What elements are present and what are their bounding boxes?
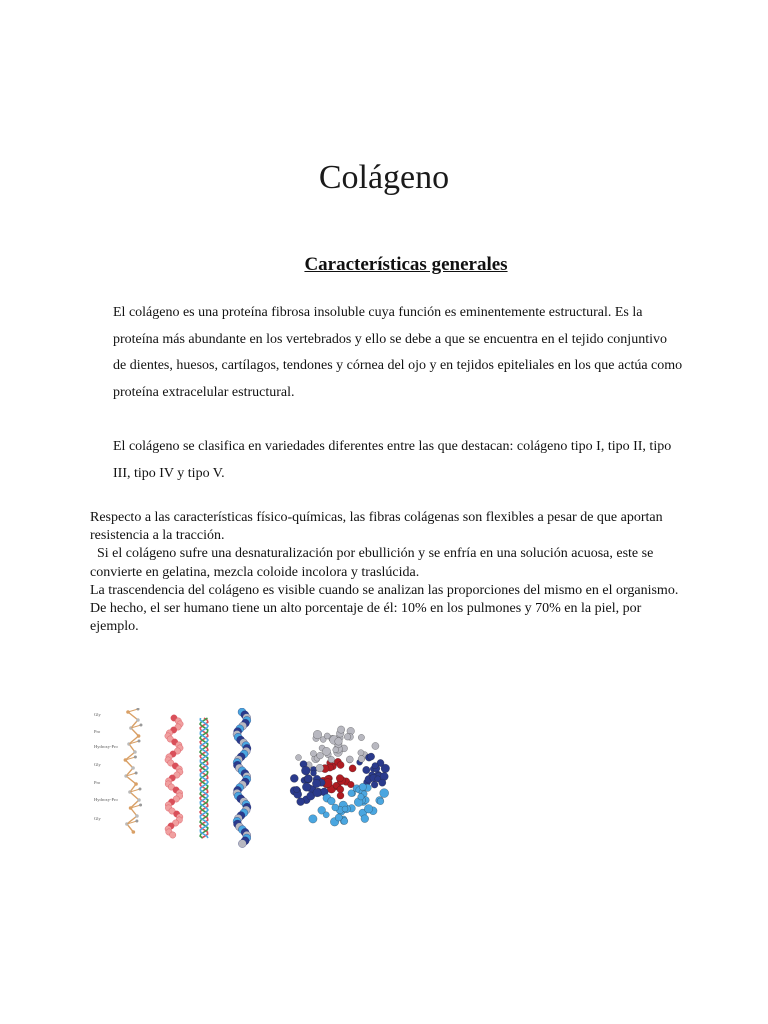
cross-section-atom (358, 734, 364, 740)
text-line-gelatin: Si el colágeno sufre una desnaturalización por ebullición y se enfría en una solución acuosa, este se convierte en gelatina, mezcla coloide incolora y traslúcida. (90, 546, 657, 580)
triple-helix-ribbons (200, 718, 208, 838)
cross-section-atom (337, 726, 344, 733)
side-chain-bond (128, 709, 138, 712)
residue-label: Gly (94, 712, 101, 717)
cross-section-atom (324, 733, 330, 739)
cross-section-atom (335, 738, 343, 746)
cross-section-atom (358, 794, 364, 800)
collagen-structure-figure (90, 708, 400, 854)
cross-section-atom (372, 742, 379, 749)
text-line-proportions: La trascendencia del colágeno es visible cuando se analizan las proporciones del mismo en el organismo. De hecho, el ser humano tiene un alto porcentaje de él: 10% en los pulmones y 70% en la piel, por ejemplo. (90, 582, 679, 635)
cross-section-atom (335, 814, 342, 821)
cross-section-atom (361, 815, 369, 823)
cross-section-atom (302, 783, 311, 792)
cross-section-atom (377, 798, 384, 805)
cross-section-atom (332, 804, 339, 811)
page-title: Colágeno (318, 159, 450, 196)
chain-atom (132, 830, 136, 834)
chain-atom (137, 798, 141, 802)
side-chain-atom (135, 772, 138, 775)
physicochemical-text-block (90, 509, 680, 636)
cross-section-atom (309, 815, 317, 823)
chain-atom (131, 766, 135, 770)
chain-atom (137, 734, 141, 738)
cross-section-atom (349, 765, 356, 772)
cross-section-atom (322, 747, 330, 755)
cross-section-atom (363, 766, 370, 773)
cross-section-atom (304, 775, 312, 783)
cross-section-atom (333, 747, 339, 753)
cross-section-atom (380, 789, 389, 798)
side-chain-atom (138, 788, 141, 791)
triple-helix-spacefill (233, 708, 251, 848)
residue-label: Gly (94, 762, 101, 767)
cross-section-atom (379, 779, 386, 786)
chain-atom (134, 782, 138, 786)
spacefill-atom (238, 840, 246, 848)
cross-section-atom (313, 730, 322, 739)
side-chain-atom (139, 724, 142, 727)
cross-section-atom (348, 790, 355, 797)
cross-section-atom (371, 781, 378, 788)
cross-section-atom (359, 783, 366, 790)
cross-section-atom (337, 786, 344, 793)
cross-section-atom (337, 792, 344, 799)
residue-label: Hydroxy-Pro (94, 744, 118, 749)
cross-section-atom (337, 761, 344, 768)
amino-acid-chain (94, 708, 142, 834)
cross-section-atom (312, 779, 320, 787)
cross-section-atom (358, 756, 365, 763)
cross-section-atom (301, 766, 310, 775)
side-chain-atom (137, 708, 140, 711)
side-chain-atom (135, 820, 138, 823)
cross-section-atom (316, 764, 324, 772)
cross-section-atom (311, 770, 317, 776)
side-chain-atom (138, 740, 141, 743)
side-chain-atom (134, 756, 137, 759)
helix-bead (170, 832, 176, 838)
chain-atom (133, 750, 137, 754)
cross-section-atom (317, 752, 324, 759)
cross-section-atom (328, 756, 335, 763)
cross-section-atom (323, 812, 329, 818)
chain-atom (135, 814, 139, 818)
cross-section-atom (346, 756, 353, 763)
cross-section-atom (336, 775, 343, 782)
cross-section-atom (310, 751, 316, 757)
triple-helix-cross-section (290, 726, 390, 826)
section-heading: Características generales (304, 254, 508, 275)
residue-label: Pro (94, 780, 101, 785)
cross-section-atom (296, 755, 302, 761)
cross-section-atom (313, 789, 321, 797)
residue-label: Pro (94, 729, 101, 734)
cross-section-atom (358, 750, 364, 756)
cross-section-atom (364, 805, 373, 814)
cross-section-atom (297, 798, 305, 806)
text-line-traction: Respecto a las características físico-químicas, las fibras colágenas son flexibles a pesar de que aportan resistencia a la tracción. (90, 510, 663, 544)
cross-section-atom (344, 734, 351, 741)
paragraph-general-description: El colágeno es una proteína fibrosa insoluble cuya función es eminentemente estructural. Es la proteína más abundante en los vertebrados y ello se debe a que se encuentra en el tejido conjuntivo de dientes, huesos, cartílagos, tendones y córnea del ojo y en tejidos epiteliales en los que actúa como proteína extracelular estructural. (113, 305, 683, 400)
paragraph-collagen-types: El colágeno se clasifica en variedades diferentes entre las que destacan: colágeno tipo I, tipo II, tipo III, tipo IV y tipo V. (113, 439, 672, 481)
cross-section-atom (290, 774, 298, 782)
cross-section-atom (342, 806, 348, 812)
single-chain-helix (165, 715, 183, 838)
chain-atom (136, 718, 140, 722)
cross-section-atom (368, 753, 375, 760)
side-chain-atom (139, 804, 142, 807)
collagen-structure-illustration (90, 708, 400, 854)
residue-label: Gly (94, 816, 101, 821)
cross-section-atom (372, 763, 378, 769)
residue-label: Hydroxy-Pro (94, 797, 118, 802)
cross-section-atom (328, 797, 336, 805)
cross-section-atom (294, 786, 300, 792)
